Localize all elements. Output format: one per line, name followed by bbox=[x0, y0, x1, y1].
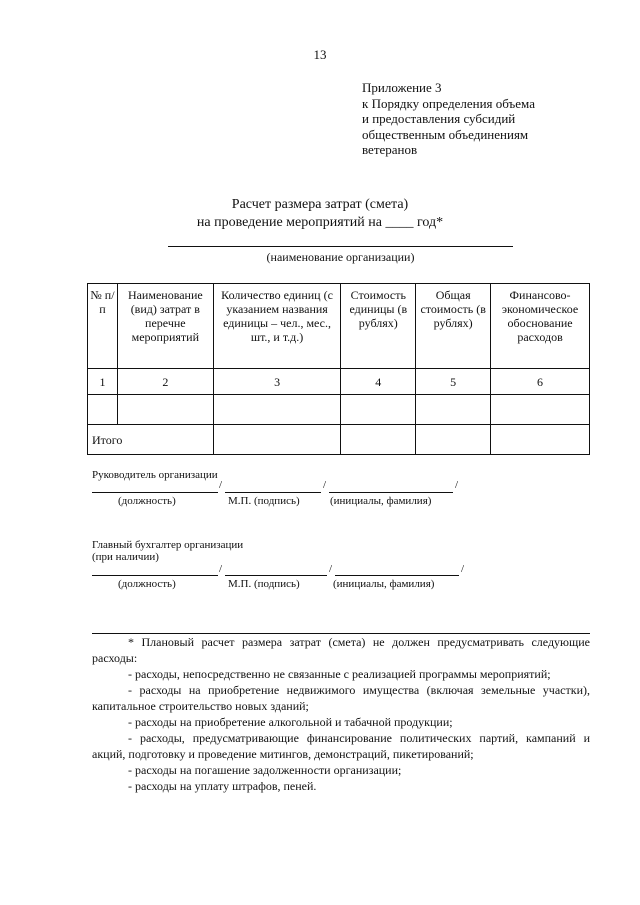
table-row-total bbox=[88, 425, 590, 455]
empty-cell bbox=[88, 395, 118, 425]
footnote-item: - расходы на приобретение недвижимого имущества (включая земельные участки), капитальное строительство новых зданий; bbox=[92, 683, 590, 713]
head-caption-position: (должность) bbox=[118, 495, 176, 507]
appendix-line: ветеранов bbox=[362, 142, 418, 157]
footnote-item: - расходы, предусматривающие финансирование политических партий, кампаний и акций, подготовку и проведение митингов, демонстраций, пикетирований; bbox=[92, 731, 590, 761]
empty-cell bbox=[213, 395, 341, 425]
head-slash-1: / bbox=[219, 479, 223, 491]
column-number-cell: 2 bbox=[117, 369, 213, 395]
empty-cell bbox=[117, 395, 213, 425]
head-caption-stamp: М.П. (подпись) bbox=[228, 495, 300, 507]
head-caption-name: (инициалы, фамилия) bbox=[330, 495, 432, 507]
title-line-1: Расчет размера затрат (смета) bbox=[231, 197, 409, 212]
column-number-cell: 6 bbox=[491, 369, 590, 395]
footnote-item: - расходы на приобретение алкогольной и табачной продукции; bbox=[128, 715, 453, 729]
page-number: 13 bbox=[313, 47, 327, 62]
appendix-line: к Порядку определения объема bbox=[362, 95, 535, 111]
head-signature-title: Руководитель организации bbox=[92, 469, 218, 481]
accountant-slash-3: / bbox=[461, 563, 465, 575]
head-signature-line bbox=[225, 492, 321, 493]
footnote bbox=[92, 634, 590, 794]
column-number-cell: 3 bbox=[213, 369, 341, 395]
accountant-signature-title: Главный бухгалтер организации bbox=[92, 539, 244, 551]
appendix-line: Приложение 3 bbox=[362, 80, 442, 95]
header-cell-quantity: Количество единиц (с указанием названия единицы – чел., мес., шт., и т.д.) bbox=[213, 284, 341, 369]
empty-cell bbox=[341, 395, 416, 425]
empty-cell bbox=[491, 395, 590, 425]
table-row-empty bbox=[88, 395, 590, 425]
head-position-line bbox=[92, 492, 218, 493]
organization-name-caption: (наименование организации) bbox=[266, 250, 415, 264]
empty-cell bbox=[416, 395, 491, 425]
head-slash-2: / bbox=[323, 479, 327, 491]
accountant-caption-position: (должность) bbox=[118, 578, 176, 590]
footnote-intro: * Плановый расчет размера затрат (смета) не должен предусматривать следующие расходы: bbox=[92, 635, 590, 665]
accountant-position-line bbox=[92, 575, 218, 576]
accountant-slash-2: / bbox=[329, 563, 333, 575]
accountant-slash-1: / bbox=[219, 563, 223, 575]
table-row-column-numbers bbox=[88, 369, 590, 395]
footnote-item: - расходы на уплату штрафов, пеней. bbox=[128, 779, 317, 793]
empty-cell bbox=[341, 425, 416, 455]
appendix-header bbox=[362, 80, 535, 158]
accountant-caption-stamp: М.П. (подпись) bbox=[228, 578, 300, 590]
appendix-line: и предоставления субсидий bbox=[362, 111, 516, 126]
table-header-row bbox=[88, 284, 590, 369]
head-slash-3: / bbox=[455, 479, 459, 491]
header-cell-expense-name: Наименование (вид) затрат в перечне мероприятий bbox=[117, 284, 213, 369]
header-cell-unit-cost: Стоимость единицы (в рублях) bbox=[341, 284, 416, 369]
accountant-caption-name: (инициалы, фамилия) bbox=[333, 578, 435, 590]
empty-cell bbox=[416, 425, 491, 455]
empty-cell bbox=[491, 425, 590, 455]
header-cell-number: № п/п bbox=[88, 284, 118, 369]
header-cell-total-cost: Общая стоимость (в рублях) bbox=[416, 284, 491, 369]
accountant-signature-subtitle: (при наличии) bbox=[92, 551, 159, 563]
empty-cell bbox=[213, 425, 341, 455]
column-number-cell: 4 bbox=[341, 369, 416, 395]
total-label: Итого bbox=[88, 425, 214, 455]
column-number-cell: 1 bbox=[88, 369, 118, 395]
column-number-cell: 5 bbox=[416, 369, 491, 395]
footnote-item: - расходы, непосредственно не связанные с реализацией программы мероприятий; bbox=[128, 667, 551, 681]
appendix-line: общественным объединениям bbox=[362, 126, 529, 142]
head-name-line bbox=[329, 492, 453, 493]
document-title bbox=[0, 196, 640, 232]
estimate-table bbox=[87, 283, 590, 455]
organization-name-line bbox=[168, 246, 513, 247]
accountant-name-line bbox=[335, 575, 459, 576]
title-line-2: на проведение мероприятий на ____ год* bbox=[196, 215, 444, 230]
footnote-item: - расходы на погашение задолженности организации; bbox=[128, 763, 402, 777]
header-cell-justification: Финансово-экономическое обоснование расходов bbox=[491, 284, 590, 369]
accountant-signature-line bbox=[225, 575, 327, 576]
